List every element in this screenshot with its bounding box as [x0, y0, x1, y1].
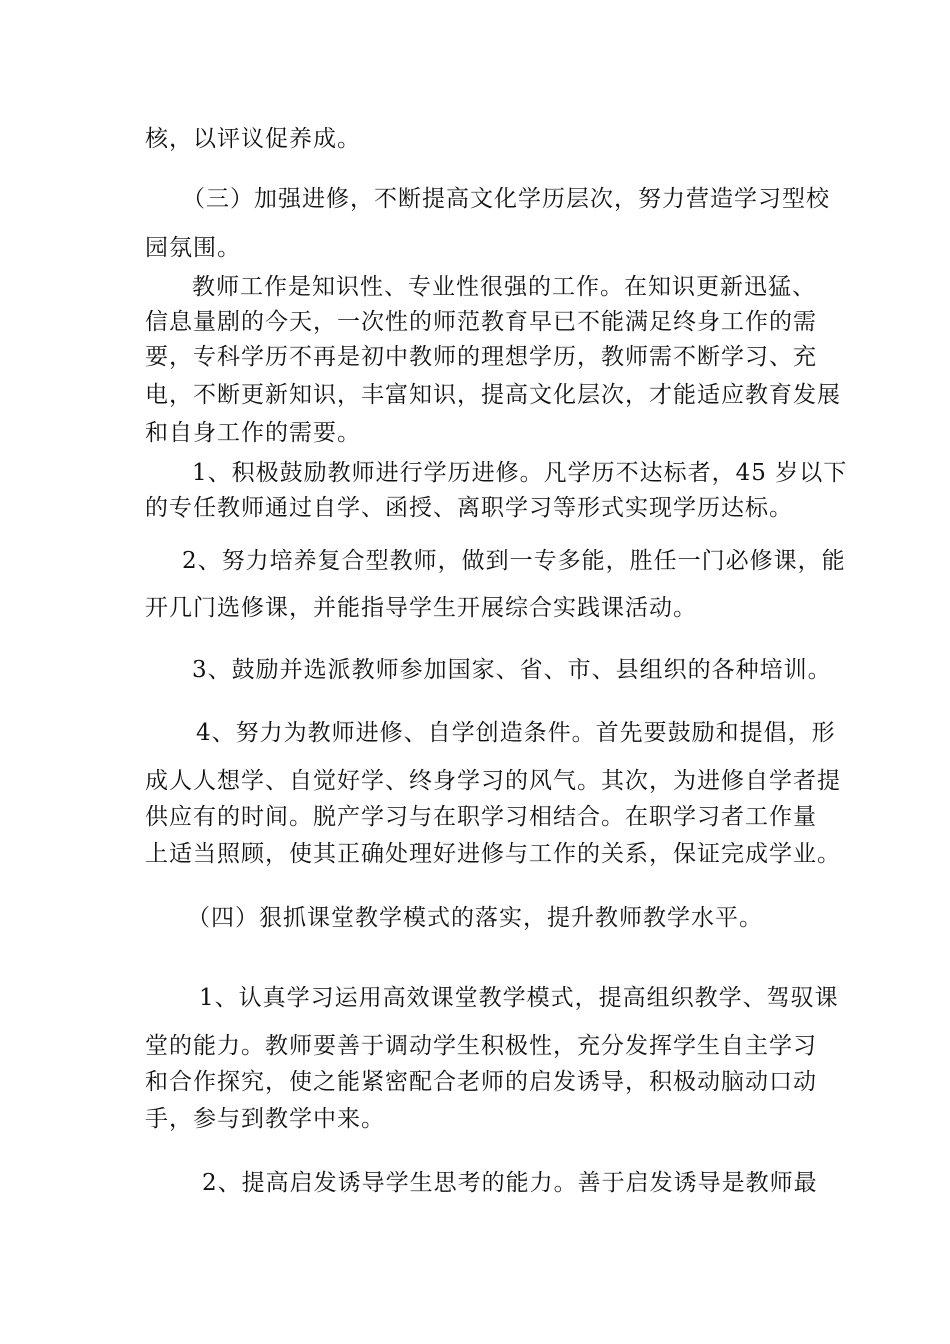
text-line: 和自身工作的需要。 — [145, 420, 361, 446]
text-line: 供应有的时间。脱产学习与在职学习相结合。在职学习者工作量 — [145, 804, 817, 830]
section-heading: （三）加强进修，不断提高文化学历层次，努力营造学习型校 — [182, 186, 830, 212]
text-line: 上适当照顾，使其正确处理好进修与工作的关系，保证完成学业。 — [145, 841, 841, 867]
text-line: 核，以评议促养成。 — [145, 126, 361, 152]
list-item: 1、积极鼓励教师进行学历进修。凡学历不达标者，45 岁以下 — [192, 460, 848, 486]
text-line: 手，参与到教学中来。 — [145, 1106, 385, 1132]
text-line: 教师工作是知识性、专业性很强的工作。在知识更新迅猛、 — [192, 274, 816, 300]
text-line: 电，不断更新知识，丰富知识，提高文化层次，才能适应教育发展 — [145, 382, 841, 408]
text-line: 堂的能力。教师要善于调动学生积极性，充分发挥学生自主学习 — [145, 1033, 817, 1059]
text-line: 要，专科学历不再是初中教师的理想学历，教师需不断学习、充 — [145, 344, 817, 370]
list-item: 4、努力为教师进修、自学创造条件。首先要鼓励和提倡，形 — [196, 720, 836, 746]
text-line: 信息量剧的今天，一次性的师范教育早已不能满足终身工作的需 — [145, 309, 817, 335]
section-heading: （四）狠抓课堂教学模式的落实，提升教师教学水平。 — [187, 905, 763, 931]
list-item: 2、努力培养复合型教师，做到一专多能，胜任一门必修课，能 — [182, 548, 846, 574]
text-line: 成人人想学、自觉好学、终身学习的风气。其次，为进修自学者提 — [145, 768, 841, 794]
text-line: 和合作探究，使之能紧密配合老师的启发诱导，积极动脑动口动 — [145, 1069, 817, 1095]
list-item: 1、认真学习运用高效课堂教学模式，提高组织教学、驾驭课 — [199, 985, 839, 1011]
text-line: 园氛围。 — [145, 235, 241, 261]
list-item: 3、鼓励并选派教师参加国家、省、市、县组织的各种培训。 — [192, 657, 832, 683]
text-line: 开几门选修课，并能指导学生开展综合实践课活动。 — [145, 595, 697, 621]
text-line: 的专任教师通过自学、函授、离职学习等形式实现学历达标。 — [145, 495, 793, 521]
list-item: 2、提高启发诱导学生思考的能力。善于启发诱导是教师最 — [202, 1170, 818, 1196]
